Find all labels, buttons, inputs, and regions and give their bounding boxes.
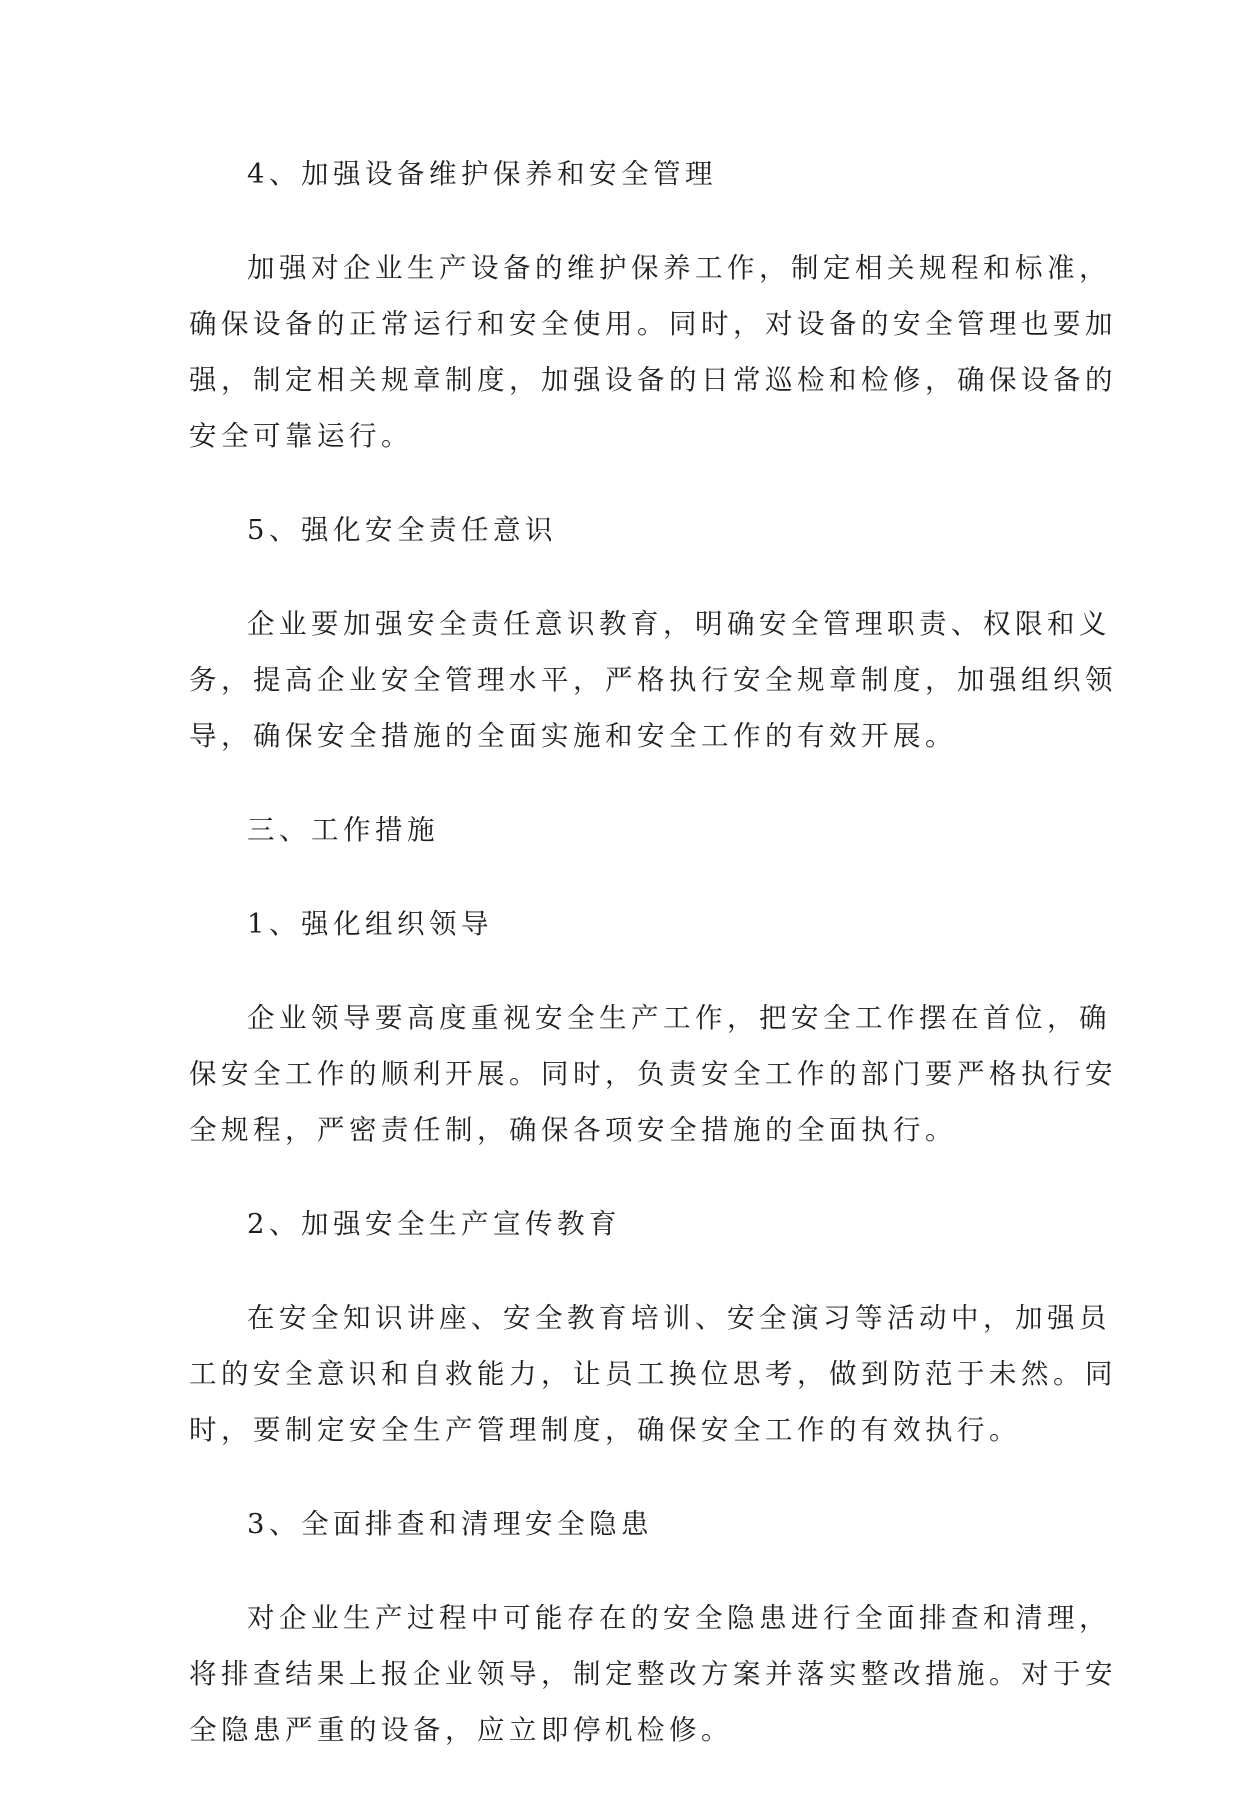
paragraph-line: 企业领导要高度重视安全生产工作，把安全工作摆在首位，确	[247, 1002, 1111, 1034]
paragraph-line: 导，确保安全措施的全面实施和安全工作的有效开展。	[189, 720, 957, 752]
document-body	[189, 146, 1117, 1796]
paragraph-line: 企业要加强安全责任意识教育，明确安全管理职责、权限和义	[247, 608, 1111, 640]
paragraph	[189, 596, 1117, 764]
paragraph-line: 在安全知识讲座、安全教育培训、安全演习等活动中，加强员	[247, 1302, 1111, 1334]
paragraph-line: 对企业生产过程中可能存在的安全隐患进行全面排查和清理，	[247, 1602, 1111, 1634]
paragraph-line: 保安全工作的顺利开展。同时，负责安全工作的部门要严格执行安	[189, 1058, 1117, 1090]
paragraph-line: 时，要制定安全生产管理制度，确保安全工作的有效执行。	[189, 1414, 1021, 1446]
section-heading: 4、加强设备维护保养和安全管理	[247, 158, 717, 190]
paragraph-line: 加强对企业生产设备的维护保养工作，制定相关规程和标准，	[247, 252, 1111, 284]
paragraph-line: 务，提高企业安全管理水平，严格执行安全规章制度，加强组织领	[189, 664, 1117, 696]
section-heading: 5、强化安全责任意识	[247, 514, 557, 546]
section-heading: 3、全面排查和清理安全隐患	[247, 1508, 653, 1540]
paragraph-line: 安全可靠运行。	[189, 420, 413, 452]
paragraph-line: 将排查结果上报企业领导，制定整改方案并落实整改措施。对于安	[189, 1658, 1117, 1690]
paragraph-line: 确保设备的正常运行和安全使用。同时，对设备的安全管理也要加	[189, 308, 1117, 340]
paragraph-line: 全隐患严重的设备，应立即停机检修。	[189, 1714, 733, 1746]
paragraph	[189, 1290, 1117, 1458]
paragraph	[189, 1590, 1117, 1758]
paragraph-line: 全规程，严密责任制，确保各项安全措施的全面执行。	[189, 1114, 957, 1146]
section-heading: 2、加强安全生产宣传教育	[247, 1208, 621, 1240]
paragraph	[189, 990, 1117, 1158]
paragraph-line: 工的安全意识和自救能力，让员工换位思考，做到防范于未然。同	[189, 1358, 1117, 1390]
paragraph	[189, 240, 1117, 464]
section-heading: 1、强化组织领导	[247, 908, 493, 940]
chapter-heading: 三、工作措施	[247, 814, 439, 846]
paragraph-line: 强，制定相关规章制度，加强设备的日常巡检和检修，确保设备的	[189, 364, 1117, 396]
